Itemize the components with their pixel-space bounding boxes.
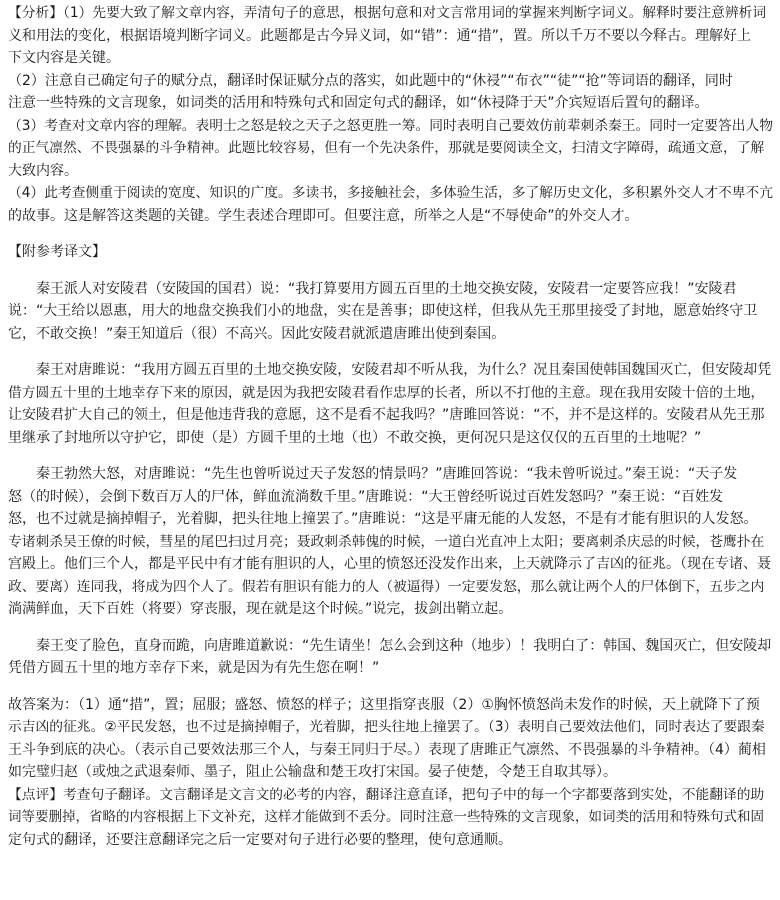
paragraph-line: 借方圆五十里的土地幸存下来的原因，就是因为我把安陵君看作忠厚的长者，所以不打他的主意。现在我用安陵十倍的土地， <box>8 384 765 401</box>
analysis-section <box>8 2 774 227</box>
translation-paragraph-3 <box>8 463 774 621</box>
answer-line: 如完璧归赵（或烛之武退秦师、墨子，阻止公输盘和楚王攻打宋国。晏子使楚，令楚王自取其辱）。 <box>8 764 617 780</box>
answer-section <box>8 694 774 784</box>
paragraph-line: 秦王变了脸色，直身而跪，向唐雎道歉说：“先生请坐！怎么会到这种（地步）！我明白了：韩国、魏国灭亡，但安陵却 <box>36 637 772 654</box>
paragraph-line: 怒，也不过就是摘掉帽子，光着脚，把头往地上撞罢了。”唐雎说：“这是平庸无能的人发怒，不是有才能有胆识的人发怒。 <box>8 511 758 527</box>
analysis-line: （4）此考查侧重于阅读的宽度、知识的广度。多读书，多接触社会，多体验生活，多了解历史文化，多积累外交人才不卑不亢 <box>8 185 774 201</box>
comment-line: 定句式的翻译，还要注意翻译完之后一定要对句子进行必要的整理，使句意通顺。 <box>8 831 512 848</box>
paragraph-line: 秦王派人对安陵君（安陵国的国君）说：“我打算要用方圆五百里的土地交换安陵，安陵君一定要答应我！”安陵君 <box>36 280 737 297</box>
paragraph-line: 秦王勃然大怒，对唐雎说：“先生也曾听说过天子发怒的情景吗？”唐雎回答说：“我未曾听说过。”秦王说：“天子发 <box>36 466 738 482</box>
analysis-line: 【分析】（1）先要大致了解文章内容，弄清句子的意思，根据句意和对文言常用词的掌握来判断字词义。解释时要注意辨析词 <box>8 5 767 21</box>
answer-line: 示吉凶的征兆。②平民发怒，也不过是摘掉帽子，光着脚，把头往地上撞罢了。（3）表明自己要效法他们，同时表达了要跟秦 <box>8 719 765 735</box>
paragraph-line: 凭借方圆五十里的地方幸存下来，就是因为有先生您在啊！” <box>8 660 380 676</box>
analysis-line: 大致内容。 <box>8 162 78 179</box>
paragraph-line: 说：“大王给以恩惠，用大的地盘交换我们小的地盘，实在是善事；即使这样，但我从先王那里接受了封地，愿意始终守卫 <box>8 303 758 319</box>
analysis-line: 的故事。这是解答这类题的关键。学生表述合理即可。但要注意，所举之人是“不辱使命”的外交人才。 <box>8 207 639 224</box>
analysis-line: 义和用法的变化，根据语境判断字词义。此题都是古今异义词，如“错”：通“措”，置。所以千万不要以今释古。理解好上 <box>8 27 752 44</box>
answer-line: 故答案为：（1）通“措”，置；屈服；盛怒、愤怒的样子；这里指穿丧服（2）①胸怀愤怒尚未发作的时候，天上就降下了预 <box>8 696 760 713</box>
paragraph-line: 淌满鲜血，天下百姓（将要）穿丧服，现在就是这个时候。”说完，拔剑出鞘立起。 <box>8 601 513 617</box>
paragraph-line: 秦王对唐雎说：“我用方圆五百里的土地交换安陵，安陵君却不听从我，为什么？况且秦国使韩国魏国灭亡，但安陵却凭 <box>36 362 772 378</box>
comment-line: 【点评】考查句子翻译。文言翻译是文言文的必考的内容，翻译注意直译，把句子中的每一个字都要落到实处，不能翻译的助 <box>8 786 765 803</box>
paragraph-line: 政、要离）连同我，将成为四个人了。假若有胆识有能力的人（被逼得）一定要发怒，那么就让两个人的尸体倒下，五步之内 <box>8 578 765 595</box>
paragraph-line: 里继承了封地所以守护它，即使（是）方圆千里的土地（也）不敢交换，更何况只是这仅仅的五百里的土地呢？” <box>8 429 702 446</box>
analysis-line: （2）注意自己确定句子的赋分点，翻译时保证赋分点的落实，如此题中的“休祲”“布衣”“徒”“抢”等词语的翻译，同时 <box>8 72 733 89</box>
translation-paragraph-4 <box>8 635 774 680</box>
translation-paragraph-2 <box>8 359 774 449</box>
paragraph-line: 怒（的时候），会倒下数百万人的尸体，鲜血流淌数千里。”唐雎说：“大王曾经听说过百姓发怒吗？”秦王说：“百姓发 <box>8 488 724 505</box>
analysis-line: 下文内容是关键。 <box>8 50 120 66</box>
paragraph-line: 让安陵君扩大自己的领土，但是他违背我的意愿，这不是看不起我吗？”唐雎回答说：“不，并不是这样的。安陵君从先王那 <box>8 407 765 423</box>
answer-line: 王斗争到底的决心。（表示自己要效法那三个人，与秦王同归于尽。）表现了唐雎正气凛然、不畏强暴的斗争精神。（4）蔺相 <box>8 741 766 758</box>
paragraph-line: 专诸刺杀吴王僚的时候，彗星的尾巴扫过月亮；聂政刺杀韩傀的时候，一道白光直冲上太阳；要离刺杀庆忌的时候，苍鹰扑在 <box>8 533 765 550</box>
translation-heading: 【附参考译文】 <box>8 244 106 260</box>
comment-section <box>8 784 774 852</box>
analysis-line: 的正气凛然、不畏强暴的斗争精神。此题比较容易，但有一个先决条件，那就是要阅读全文，扫清文字障碍，疏通文意，了解 <box>8 140 765 156</box>
paragraph-line: 宫殿上。他们三个人，都是平民中有才能有胆识的人，心里的愤怒还没发作出来，上天就降示了吉凶的征兆。（现在专诸、聂 <box>8 556 771 572</box>
translation-paragraph-1 <box>8 278 774 346</box>
analysis-line: 注意一些特殊的文言现象，如词类的活用和特殊句式和固定句式的翻译，如“休祲降于天”介宾短语后置句的翻译。 <box>8 95 709 111</box>
paragraph-line: 它，不敢交换！”秦王知道后（很）不高兴。因此安陵君就派遣唐雎出使到秦国。 <box>8 325 506 342</box>
analysis-line: （3）考查对文章内容的理解。表明士之怒是较之天子之怒更胜一筹。同时表明自己要效仿前辈刺杀秦王。同时一定要答出人物 <box>8 117 774 134</box>
comment-line: 词等要删掉，省略的内容根据上下文补充，这样才能做到不丢分。同时注意一些特殊的文言现象，如词类的活用和特殊句式和固 <box>8 809 764 825</box>
